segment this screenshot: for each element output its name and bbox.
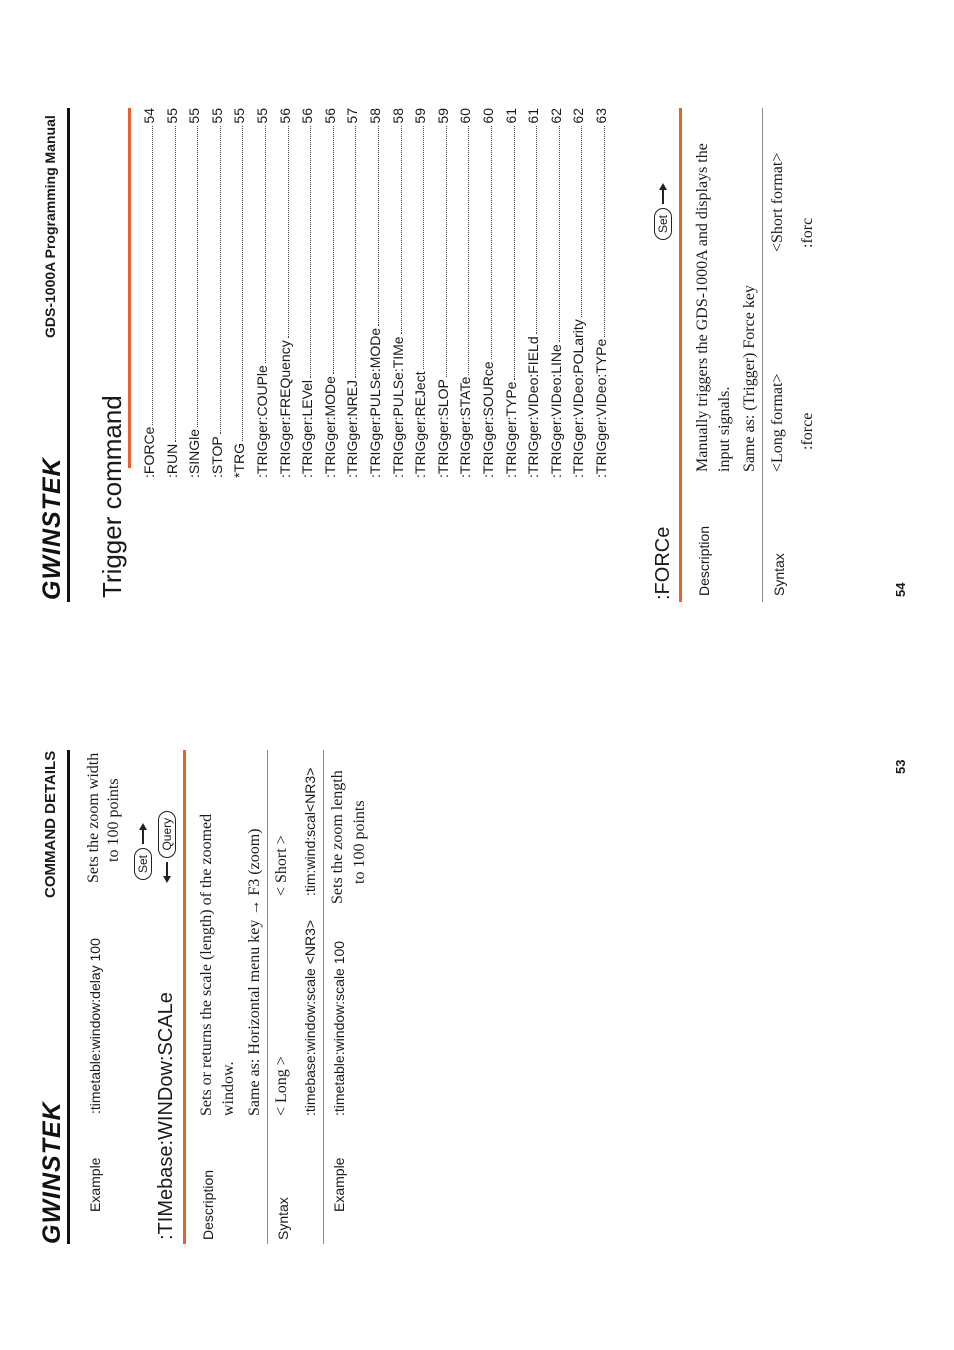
toc-entry-page: 59 (434, 108, 451, 124)
toc-entry-page: 56 (321, 108, 338, 124)
toc-rule (128, 108, 131, 468)
syntax-long: :timebase:window:scale <NR3> (302, 919, 318, 1116)
toc-entry-page: 57 (344, 108, 361, 124)
description-label: Description (696, 525, 712, 596)
toc-entry[interactable] (412, 108, 428, 478)
toc-entry-label: :FORCe (141, 426, 157, 478)
command-title: :FORCe (652, 526, 674, 600)
toc-entry-label: :TRIGger:MODe (321, 376, 338, 478)
toc-entry[interactable] (231, 108, 247, 478)
toc-leader-dots (254, 126, 266, 364)
arrow-right-icon (659, 183, 667, 190)
section-rule (183, 750, 186, 1244)
divider (323, 750, 324, 1244)
toc-entry-page: 55 (186, 108, 203, 124)
header-title: GDS-1000A Programming Manual (42, 115, 58, 338)
syntax-short: :tim:wind:scal<NR3> (302, 767, 318, 896)
example-description: Sets the zoom width (85, 752, 102, 883)
toc-entry-label: :STOP (208, 436, 225, 478)
section-rule (679, 108, 682, 602)
syntax-long-header: <Long format> (769, 373, 786, 472)
example-description: Sets the zoom length (329, 770, 346, 904)
toc-entry[interactable] (254, 108, 270, 478)
toc-leader-dots (186, 126, 198, 427)
syntax-long: :force (799, 412, 816, 450)
syntax-short-header: <Short format> (769, 152, 786, 252)
toc-entry-page: 55 (208, 108, 225, 124)
toc-entry[interactable] (390, 108, 406, 478)
toc-entry[interactable] (367, 108, 383, 478)
toc-entry-label: :SINGle (186, 428, 203, 478)
arrow-line (166, 862, 168, 876)
set-badge (654, 183, 672, 240)
toc-leader-dots (480, 126, 492, 360)
gwinstek-logo: GWINSTEK (38, 1101, 66, 1244)
toc-entry-label: :TRIGger:REJect (412, 371, 429, 478)
toc-entry-label: :TRIGger:TYPe (502, 381, 519, 478)
toc-entry[interactable] (548, 108, 564, 478)
toc-leader-dots (503, 126, 515, 380)
description-text: Sets or returns the scale (length) of the zoomed (198, 813, 215, 1116)
description-text: window. (220, 1061, 237, 1116)
example-code: :timetable:window:scale 100 (331, 940, 347, 1116)
set-badge (134, 823, 152, 880)
toc-entry[interactable] (164, 108, 180, 478)
toc-entry[interactable] (344, 108, 360, 478)
page-number: 54 (893, 582, 908, 597)
toc-entry[interactable] (570, 108, 586, 478)
toc-leader-dots (457, 126, 469, 375)
syntax-label: Syntax (771, 553, 787, 596)
toc-entry-label: :TRIGger:PULSe:TIMe (389, 336, 406, 478)
toc-entry-label: :TRIGger:VIDeo:LINe (547, 344, 564, 478)
toc-entry-page: 58 (367, 108, 383, 124)
divider (762, 108, 763, 602)
toc-entry-page: 58 (389, 108, 406, 124)
example-description: to 100 points (351, 800, 368, 884)
description-same-as: Same as: Horizontal menu key → F3 (zoom) (246, 828, 263, 1116)
toc-entry-page: 63 (593, 108, 609, 124)
toc-entry-page: 56 (299, 108, 316, 124)
toc-leader-dots (390, 126, 402, 335)
toc-entry-page: 61 (502, 108, 519, 124)
arrow-line (142, 830, 144, 844)
example-code: :timetable:window:delay 100 (87, 938, 103, 1114)
set-pill: Set (134, 848, 152, 880)
toc-leader-dots (299, 126, 311, 378)
toc-entry[interactable] (209, 108, 225, 478)
example-description: to 100 points (105, 778, 122, 862)
toc-leader-dots (209, 126, 221, 435)
toc-entry-label: :TRIGger:VIDeo:FIELd (525, 336, 542, 478)
command-title: :TIMebase:WINDow:SCALe (155, 992, 177, 1240)
example-label: Example (331, 1157, 347, 1212)
toc-entry[interactable] (480, 108, 496, 478)
toc-entry-page: 55 (254, 108, 270, 124)
toc-entry-label: :TRIGger:VIDeo:POLarity (570, 319, 587, 478)
toc-entry-page: 55 (231, 108, 248, 124)
arrow-right-icon (139, 823, 147, 830)
toc-leader-dots (141, 126, 153, 425)
gwinstek-logo: GWINSTEK (38, 457, 66, 600)
description-text: input signals. (716, 386, 733, 472)
toc-entry-page: 61 (525, 108, 542, 124)
toc-leader-dots (435, 126, 447, 378)
toc-entry-label: :TRIGger:COUPle (254, 365, 270, 478)
example-label: Example (87, 1157, 103, 1212)
arrow-left-icon (163, 876, 171, 883)
toc-entry-page: 59 (412, 108, 429, 124)
toc-entry-label: :TRIGger:STATe (457, 376, 474, 478)
syntax-short: :forc (799, 217, 816, 248)
header-title: COMMAND DETAILS (42, 750, 59, 898)
page-number: 53 (893, 759, 908, 774)
toc-leader-dots (231, 126, 243, 441)
header-rule (67, 108, 70, 602)
toc-entry-label: *TRG (231, 443, 248, 478)
toc-entry-page: 56 (276, 108, 293, 124)
description-label: Description (200, 1169, 216, 1240)
toc-entry-label: :TRIGger:VIDeo:TYPe (593, 338, 609, 478)
set-pill: Set (654, 208, 672, 240)
toc-entry[interactable] (141, 108, 157, 478)
syntax-long-header: < Long > (273, 1056, 290, 1116)
toc-entry[interactable] (593, 108, 609, 478)
toc-entry[interactable] (299, 108, 315, 478)
syntax-short-header: < Short > (273, 835, 290, 896)
toc-leader-dots (570, 126, 582, 318)
toc-entry-label: :RUN (163, 443, 180, 478)
query-badge (158, 811, 176, 883)
toc-leader-dots (277, 126, 289, 339)
toc-entry[interactable] (186, 108, 202, 478)
query-pill: Query (158, 811, 176, 858)
toc-leader-dots (164, 126, 176, 442)
toc-entry-label: :TRIGger:LEVel (299, 379, 316, 478)
toc-entry-page: 60 (480, 108, 496, 124)
toc-entry[interactable] (277, 108, 293, 478)
syntax-label: Syntax (275, 1197, 291, 1240)
toc-leader-dots (525, 126, 537, 335)
toc-leader-dots (593, 126, 605, 337)
toc-entry-label: :TRIGger:PULSe:MODe (367, 327, 383, 478)
toc-entry-page: 54 (141, 108, 157, 124)
toc-entry[interactable] (503, 108, 519, 478)
arrow-line (662, 190, 664, 204)
toc-leader-dots (367, 126, 379, 326)
toc-leader-dots (322, 126, 334, 375)
toc-entry-label: :TRIGger:SLOP (434, 379, 451, 478)
toc-entry[interactable] (525, 108, 541, 478)
toc-entry-page: 55 (163, 108, 180, 124)
header-rule (67, 750, 70, 1244)
toc-entry-label: :TRIGger:SOURce (480, 361, 496, 478)
toc-entry[interactable] (435, 108, 451, 478)
toc-leader-dots (548, 126, 560, 343)
toc-entry-label: :TRIGger:NREJ (344, 379, 361, 478)
toc-entry[interactable] (322, 108, 338, 478)
toc-entry-page: 60 (457, 108, 474, 124)
toc-entry-label: :TRIGger:FREQuency (276, 340, 293, 478)
toc-entry-page: 62 (547, 108, 564, 124)
toc-leader-dots (412, 126, 424, 370)
description-text: Manually triggers the GDS-1000A and displays the (694, 143, 711, 472)
toc-leader-dots (344, 126, 356, 378)
toc-entry-page: 62 (570, 108, 587, 124)
section-title: Trigger command (97, 395, 127, 598)
toc-entry[interactable] (457, 108, 473, 478)
divider (267, 750, 268, 1244)
description-same-as: Same as: (Trigger) Force key (741, 285, 758, 472)
